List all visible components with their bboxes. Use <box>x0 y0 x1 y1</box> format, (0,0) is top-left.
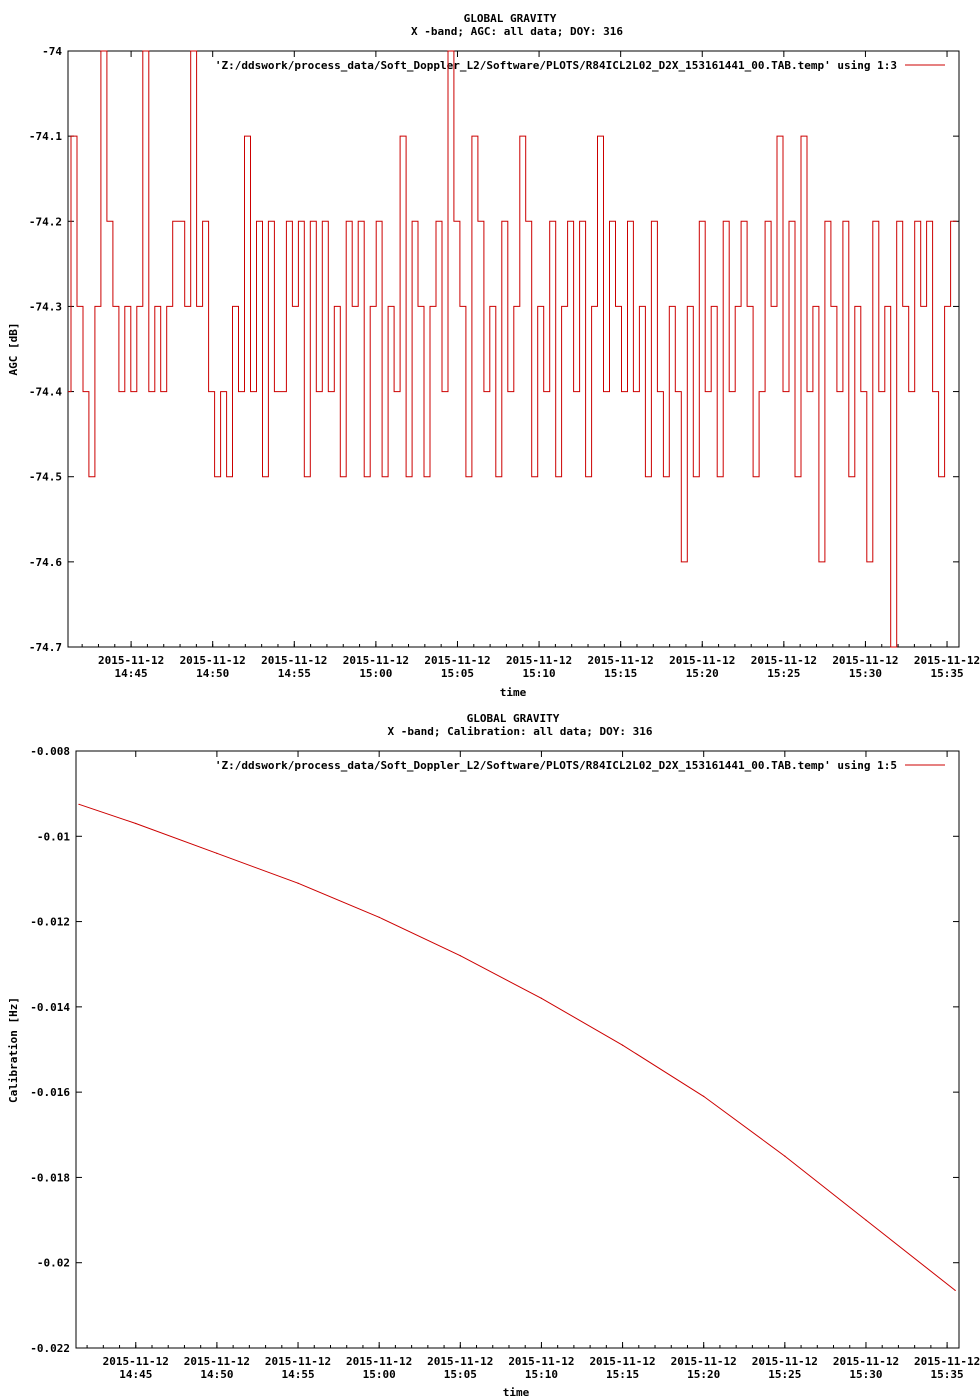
x-tick-date: 2015-11-12 <box>179 654 246 667</box>
x-tick-date: 2015-11-12 <box>424 654 491 667</box>
x-tick-date: 2015-11-12 <box>508 1355 575 1368</box>
x-tick-time: 15:00 <box>362 1368 396 1381</box>
x-tick-date: 2015-11-12 <box>913 1355 980 1368</box>
x-tick-date: 2015-11-12 <box>342 654 409 667</box>
y-tick-label: -74 <box>42 45 62 58</box>
data-point <box>622 1045 623 1046</box>
legend-label: 'Z:/ddswork/process_data/Soft_Doppler_L2/Software/PLOTS/R84ICL2L02_D2X_153161441_00.TAB.temp' using 1:3 <box>214 59 897 72</box>
data-point <box>955 1290 956 1291</box>
chart-subtitle: X -band; AGC: all data; DOY: 316 <box>411 25 623 38</box>
y-axis-ticks <box>30 745 959 1355</box>
data-point <box>541 998 542 999</box>
x-tick-date: 2015-11-12 <box>261 654 328 667</box>
x-tick-time: 15:25 <box>767 667 801 680</box>
plot-frame <box>76 751 959 1348</box>
x-tick-time: 15:20 <box>685 667 719 680</box>
y-tick-label: -0.018 <box>30 1171 70 1185</box>
y-axis-label: Calibration [Hz] <box>7 997 20 1103</box>
x-tick-date: 2015-11-12 <box>587 654 654 667</box>
x-tick-time: 15:05 <box>443 1368 477 1381</box>
x-tick-time: 15:30 <box>849 1368 883 1381</box>
data-point <box>784 1156 785 1157</box>
x-tick-date: 2015-11-12 <box>427 1355 494 1368</box>
x-tick-date: 2015-11-12 <box>750 654 817 667</box>
data-point <box>216 853 217 854</box>
x-tick-time: 15:35 <box>930 1368 964 1381</box>
x-tick-date: 2015-11-12 <box>669 654 736 667</box>
x-tick-time: 14:55 <box>281 1368 315 1381</box>
data-point <box>865 1219 866 1220</box>
y-tick-label: -74.4 <box>28 385 62 399</box>
x-tick-date: 2015-11-12 <box>346 1355 413 1368</box>
x-tick-time: 14:50 <box>200 1368 234 1381</box>
x-tick-time: 15:00 <box>359 667 393 680</box>
legend-label: 'Z:/ddswork/process_data/Soft_Doppler_L2/Software/PLOTS/R84ICL2L02_D2X_153161441_00.TAB.temp' using 1:5 <box>214 759 897 772</box>
x-tick-date: 2015-11-12 <box>913 654 980 667</box>
y-tick-label: -0.01 <box>36 830 70 844</box>
data-point <box>703 1096 704 1097</box>
chart-agc <box>7 12 980 699</box>
y-axis-label: AGC [dB] <box>7 322 20 376</box>
x-tick-time: 15:30 <box>848 667 883 680</box>
y-tick-label: -0.008 <box>30 745 70 758</box>
y-tick-label: -0.014 <box>30 1000 70 1014</box>
y-tick-label: -74.3 <box>28 300 62 314</box>
data-point <box>460 955 461 956</box>
data-point <box>297 883 298 884</box>
chart-calibration <box>7 712 980 1399</box>
data-point <box>78 804 79 805</box>
x-tick-date: 2015-11-12 <box>102 1355 169 1368</box>
x-tick-time: 14:45 <box>119 1368 153 1381</box>
x-axis-ticks <box>82 51 980 680</box>
y-tick-label: -74.2 <box>28 215 62 229</box>
y-tick-label: -0.02 <box>36 1256 70 1270</box>
y-tick-label: -0.022 <box>30 1342 70 1355</box>
x-tick-date: 2015-11-12 <box>751 1355 818 1368</box>
y-tick-label: -0.016 <box>30 1086 70 1100</box>
x-tick-date: 2015-11-12 <box>670 1355 737 1368</box>
y-tick-label: -0.012 <box>30 915 70 929</box>
y-tick-label: -74.1 <box>28 130 62 144</box>
x-tick-time: 15:35 <box>930 667 964 680</box>
chart-subtitle: X -band; Calibration: all data; DOY: 316 <box>387 725 653 738</box>
x-tick-time: 15:15 <box>604 667 638 680</box>
x-axis-label: time <box>502 1386 530 1399</box>
x-tick-date: 2015-11-12 <box>97 654 165 667</box>
series-line-calibration <box>79 804 955 1290</box>
x-axis-ticks <box>87 751 980 1381</box>
x-tick-time: 14:50 <box>196 667 230 680</box>
x-tick-time: 15:20 <box>687 1368 721 1381</box>
x-tick-date: 2015-11-12 <box>832 654 899 667</box>
chart-title: GLOBAL GRAVITY <box>466 712 560 725</box>
x-tick-date: 2015-11-12 <box>589 1355 656 1368</box>
x-tick-date: 2015-11-12 <box>832 1355 900 1368</box>
y-axis-ticks <box>29 45 959 654</box>
x-tick-time: 15:25 <box>768 1368 802 1381</box>
x-tick-date: 2015-11-12 <box>264 1355 332 1368</box>
data-point <box>379 917 380 918</box>
x-axis-label: time <box>499 686 527 699</box>
chart-title: GLOBAL GRAVITY <box>463 12 557 25</box>
y-tick-label: -74.7 <box>28 641 62 654</box>
x-tick-time: 15:15 <box>606 1368 640 1381</box>
data-point <box>135 823 136 824</box>
x-tick-time: 15:05 <box>440 667 475 680</box>
x-tick-time: 15:10 <box>524 1368 558 1381</box>
y-tick-label: -74.5 <box>28 470 62 484</box>
x-tick-date: 2015-11-12 <box>183 1355 251 1368</box>
x-tick-time: 14:45 <box>114 667 148 680</box>
x-tick-date: 2015-11-12 <box>505 654 573 667</box>
y-tick-label: -74.6 <box>28 555 62 569</box>
x-tick-time: 14:55 <box>277 667 311 680</box>
series-line-agc <box>68 51 957 647</box>
x-tick-time: 15:10 <box>522 667 556 680</box>
